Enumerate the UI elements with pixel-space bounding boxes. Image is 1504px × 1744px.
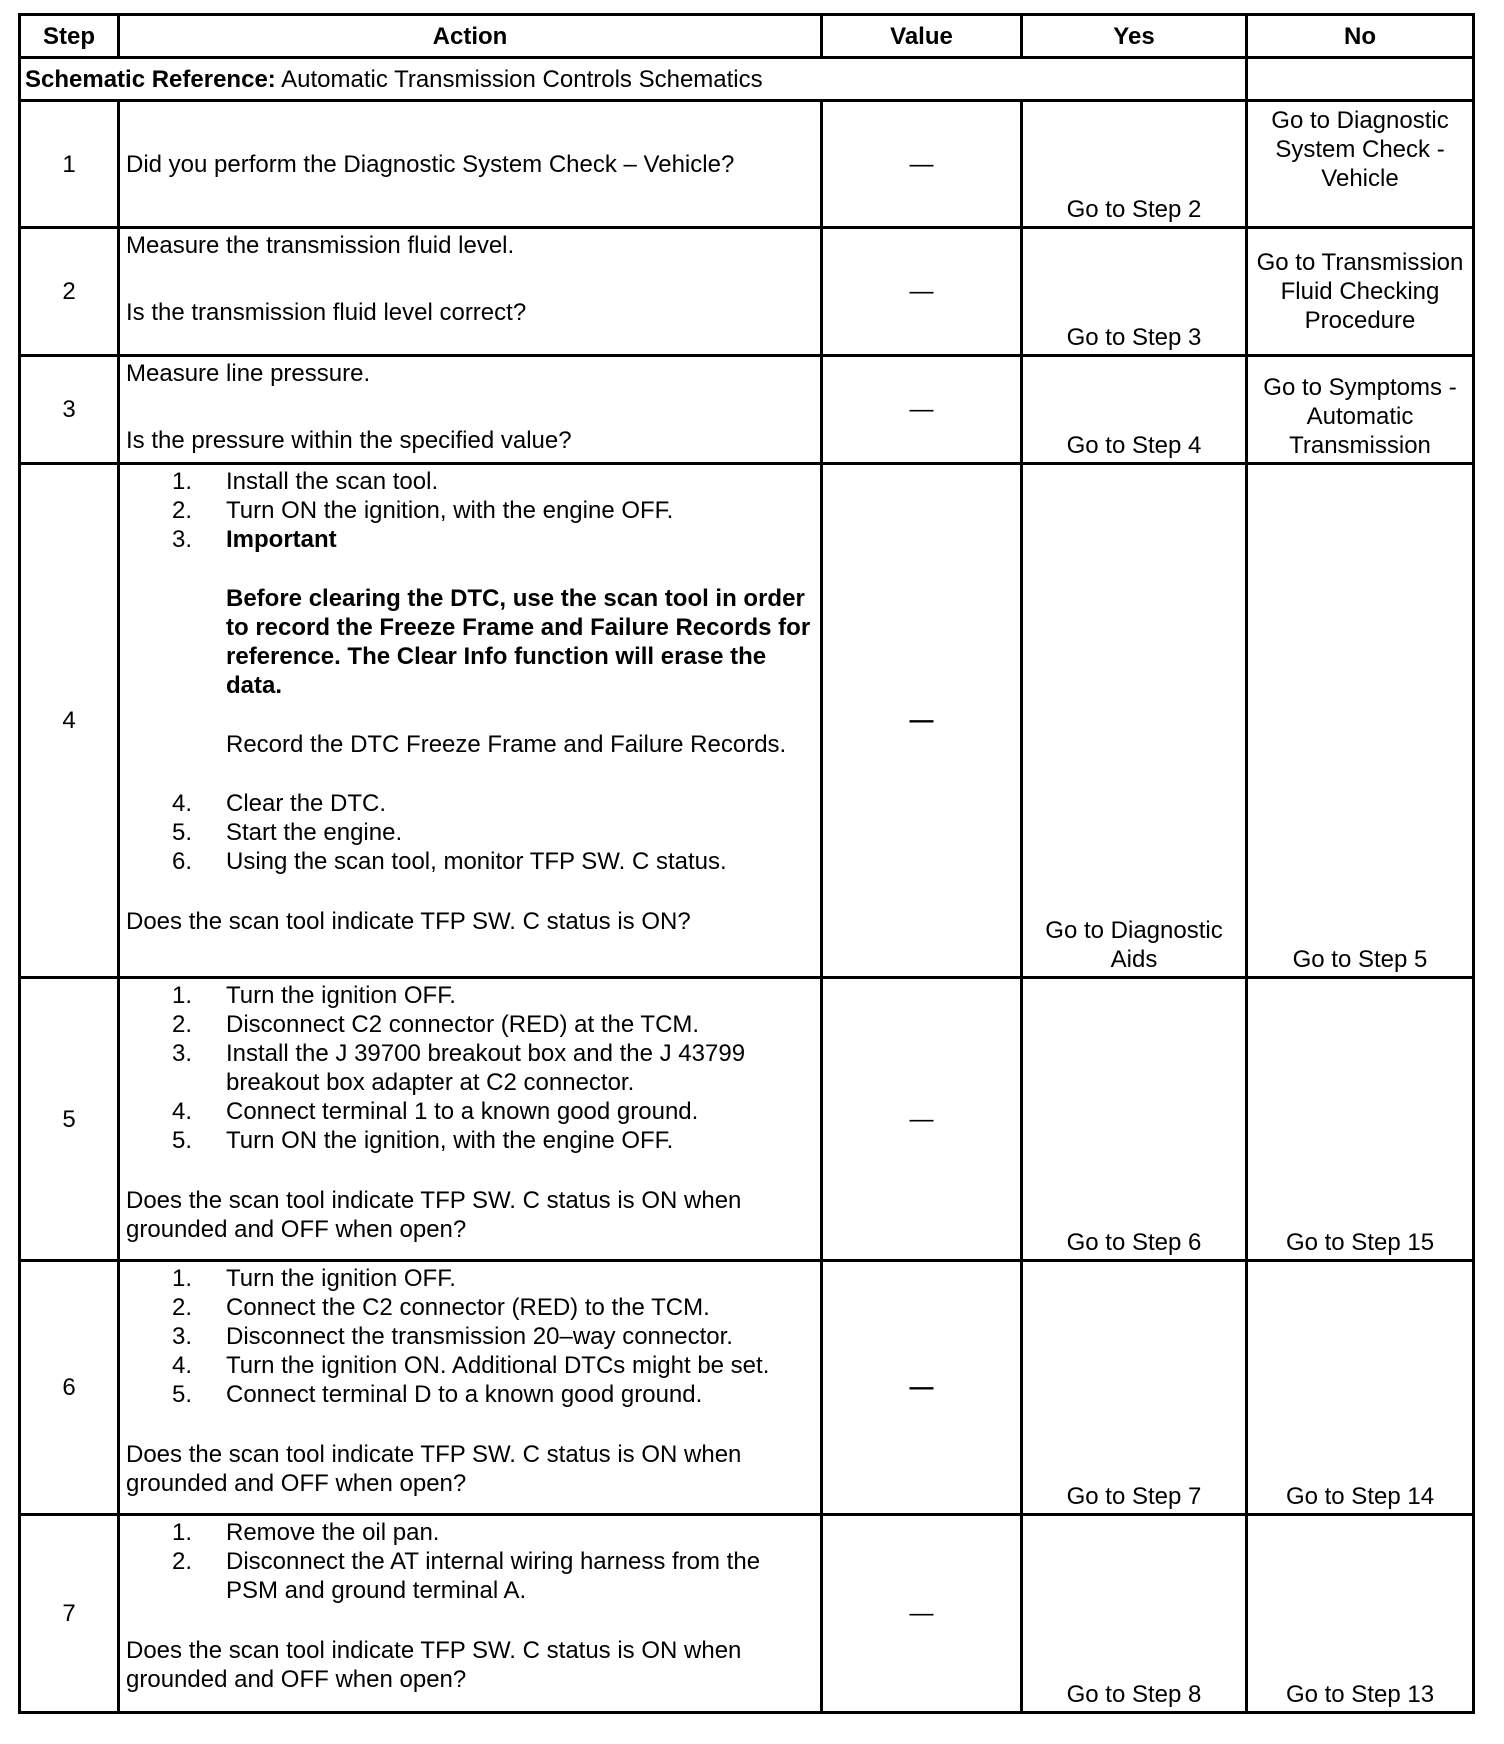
step-item-number: 5. [171, 819, 192, 846]
step-item-text: Start the engine. [226, 819, 403, 846]
yes-cell: Go to Step 6 [1022, 978, 1247, 1261]
no-cell: Go to Symptoms - Automatic Transmission [1247, 356, 1474, 464]
step-number: 1 [20, 101, 119, 228]
step-item-number: 3. [171, 1323, 192, 1350]
value-cell: — [822, 228, 1022, 356]
table-row [20, 356, 1474, 464]
action-question: Did you perform the Diagnostic System Check – Vehicle? [126, 150, 735, 178]
action-step [126, 1010, 814, 1039]
value-cell: — [822, 978, 1022, 1261]
record-instruction: Record the DTC Freeze Frame and Failure Records. [226, 731, 787, 758]
step-item-number: 4. [171, 1098, 192, 1125]
action-step [126, 789, 814, 818]
action-step [126, 467, 814, 496]
value-cell: — [822, 1515, 1022, 1713]
step-item-text: Disconnect C2 connector (RED) at the TCM. [226, 1011, 700, 1038]
header-yes: Yes [1022, 15, 1247, 58]
action-cell [119, 464, 822, 978]
schematic-reference-text: Automatic Transmission Controls Schematics [281, 65, 763, 93]
schematic-reference-empty [1247, 58, 1474, 101]
yes-cell: Go to Step 4 [1022, 356, 1247, 464]
step-number: 2 [20, 228, 119, 356]
action-step [126, 1097, 814, 1126]
action-step [126, 818, 814, 847]
step-item-text: Connect the C2 connector (RED) to the TCM. [226, 1294, 710, 1321]
table-row [20, 228, 1474, 356]
step-item-number: 1. [171, 1519, 192, 1546]
action-step [126, 981, 814, 1010]
step-item-text: Connect terminal 1 to a known good ground. [226, 1098, 699, 1125]
step-item-text: Turn the ignition OFF. [226, 1265, 456, 1292]
step-item-text: Turn ON the ignition, with the engine OFF. [226, 1127, 674, 1154]
step-number: 4 [20, 464, 119, 978]
header-value: Value [822, 15, 1022, 58]
action-question: Is the transmission fluid level correct? [126, 299, 527, 326]
step-item-number: 1. [171, 1265, 192, 1292]
step-item-number: 1. [171, 982, 192, 1009]
action-question: Does the scan tool indicate TFP SW. C status is ON when grounded and OFF when open? [126, 1637, 742, 1693]
step-item-text: Connect terminal D to a known good ground. [226, 1381, 703, 1408]
step-item-number: 3. [171, 1040, 192, 1067]
value-cell: — [822, 464, 1022, 978]
header-step: Step [20, 15, 119, 58]
action-intro: Measure the transmission fluid level. [126, 232, 515, 259]
action-step [126, 847, 814, 876]
action-cell [119, 356, 822, 464]
action-step [126, 1039, 814, 1097]
no-cell: Go to Step 13 [1247, 1515, 1474, 1713]
action-step [126, 1126, 814, 1155]
yes-cell: Go to Step 3 [1022, 228, 1247, 356]
schematic-reference-row [20, 58, 1474, 101]
step-item-number: 5. [171, 1381, 192, 1408]
step-item-text: Install the J 39700 breakout box and the J 43799 breakout box adapter at C2 connector. [226, 1040, 746, 1096]
step-item-number: 2. [171, 1294, 192, 1321]
step-item-number: 4. [171, 790, 192, 817]
action-step-list [126, 467, 814, 876]
header-row [20, 15, 1474, 58]
action-question: Does the scan tool indicate TFP SW. C status is ON when grounded and OFF when open? [126, 1441, 742, 1497]
step-item-text: Using the scan tool, monitor TFP SW. C status. [226, 848, 727, 875]
action-step [126, 496, 814, 525]
schematic-reference-cell [20, 58, 1247, 101]
action-step-list [126, 1518, 814, 1605]
action-question: Does the scan tool indicate TFP SW. C status is ON? [126, 908, 691, 935]
action-step [126, 1293, 814, 1322]
action-question: Is the pressure within the specified value? [126, 427, 572, 454]
value-cell: — [822, 101, 1022, 228]
step-number: 5 [20, 978, 119, 1261]
value-cell: — [822, 1261, 1022, 1515]
step-number: 6 [20, 1261, 119, 1515]
important-notice: Before clearing the DTC, use the scan tool in order to record the Freeze Frame and Failure Records for reference. The Clear Info function will erase the data. [226, 585, 811, 699]
yes-cell: Go to Diagnostic Aids [1022, 464, 1247, 978]
action-question: Does the scan tool indicate TFP SW. C status is ON when grounded and OFF when open? [126, 1187, 742, 1243]
step-item-number: 2. [171, 1011, 192, 1038]
no-cell: Go to Transmission Fluid Checking Procedure [1247, 228, 1474, 356]
value-cell: — [822, 356, 1022, 464]
action-cell [119, 228, 822, 356]
no-cell: Go to Step 14 [1247, 1261, 1474, 1515]
step-item-text: Clear the DTC. [226, 790, 387, 817]
header-action: Action [119, 15, 822, 58]
step-number: 7 [20, 1515, 119, 1713]
step-item-text: Turn the ignition OFF. [226, 982, 456, 1009]
header-no: No [1247, 15, 1474, 58]
action-step [126, 1547, 814, 1605]
action-step [126, 1518, 814, 1547]
action-cell [119, 1515, 822, 1713]
step-item-number: 3. [171, 526, 192, 553]
action-cell [119, 1261, 822, 1515]
table-row [20, 1261, 1474, 1515]
step-item-number: 5. [171, 1127, 192, 1154]
table-row [20, 978, 1474, 1261]
action-cell [119, 101, 822, 228]
schematic-reference-label: Schematic Reference: [25, 65, 276, 93]
diagnostic-table [18, 13, 1475, 1714]
action-step [126, 525, 814, 789]
step-item-text: Turn ON the ignition, with the engine OFF. [226, 497, 674, 524]
action-cell [119, 978, 822, 1261]
step-item-text: Disconnect the transmission 20–way connector. [226, 1323, 733, 1350]
action-step [126, 1351, 814, 1380]
important-heading: Important [226, 526, 337, 553]
step-item-text: Remove the oil pan. [226, 1519, 440, 1546]
action-step [126, 1264, 814, 1293]
no-cell: Go to Step 15 [1247, 978, 1474, 1261]
action-step [126, 1322, 814, 1351]
step-item-text: Disconnect the AT internal wiring harness from the PSM and ground terminal A. [226, 1548, 761, 1604]
no-cell: Go to Diagnostic System Check - Vehicle [1247, 101, 1474, 228]
step-number: 3 [20, 356, 119, 464]
yes-cell: Go to Step 7 [1022, 1261, 1247, 1515]
step-item-number: 2. [171, 1548, 192, 1575]
action-step-list [126, 1264, 814, 1409]
table-row [20, 101, 1474, 228]
step-item-text: Turn the ignition ON. Additional DTCs might be set. [226, 1352, 770, 1379]
step-item-number: 6. [171, 848, 192, 875]
action-step [126, 1380, 814, 1409]
table-row [20, 464, 1474, 978]
step-item-number: 2. [171, 497, 192, 524]
step-item-text: Install the scan tool. [226, 468, 439, 495]
action-intro: Measure line pressure. [126, 360, 371, 387]
step-item-number: 4. [171, 1352, 192, 1379]
yes-cell: Go to Step 8 [1022, 1515, 1247, 1713]
no-cell: Go to Step 5 [1247, 464, 1474, 978]
action-step-list [126, 981, 814, 1155]
step-item-number: 1. [171, 468, 192, 495]
yes-cell: Go to Step 2 [1022, 101, 1247, 228]
table-row [20, 1515, 1474, 1713]
